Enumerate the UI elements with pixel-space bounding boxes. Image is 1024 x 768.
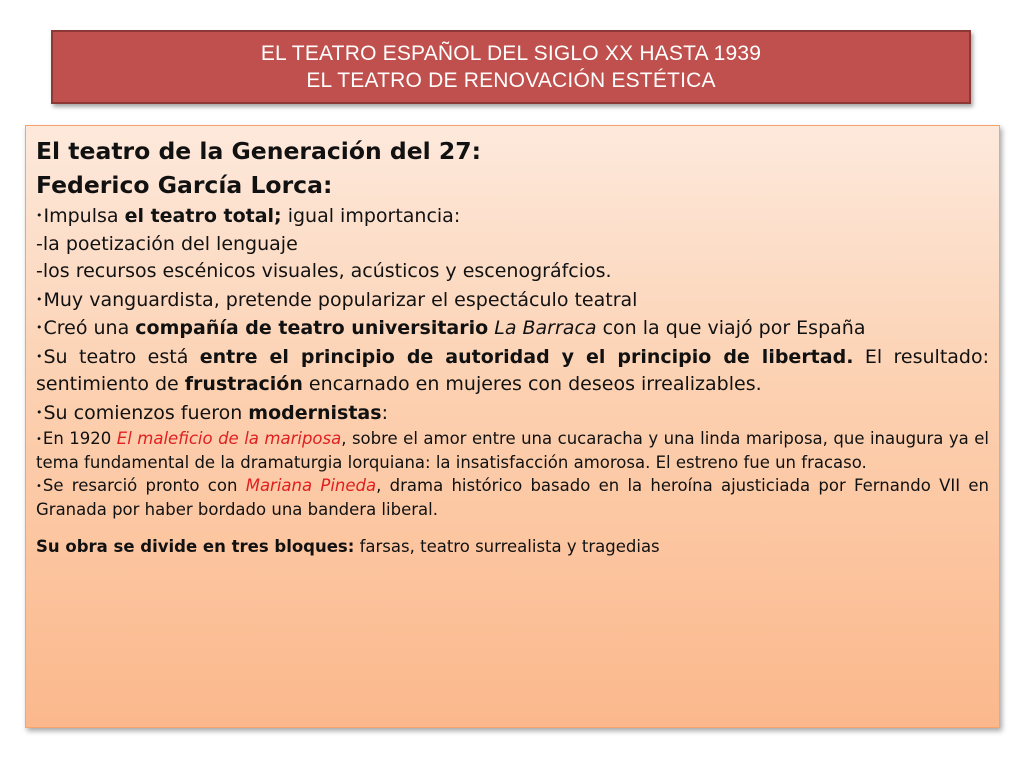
bullet-icon: • xyxy=(36,434,42,445)
bullet-item-maleficio: •En 1920 El maleficio de la mariposa, sobre el amor entre una cucaracha y una linda mariposa, que inaugura ya el tema fundamental de la dramaturgia lorquiana: la insatisfacción amorosa. El estreno fue un fracaso. xyxy=(36,429,989,472)
summary-line-tres-bloques: Su obra se divide en tres bloques: farsas, teatro surrealista y tragedias xyxy=(36,537,660,556)
bullet-icon: • xyxy=(36,209,43,222)
bullet-icon: • xyxy=(36,292,43,306)
bullet-icon: • xyxy=(36,405,43,419)
bullet-item-teatro-total: •Impulsa el teatro total; igual importancia: xyxy=(36,202,989,231)
sub-item-poetizacion: -la poetización del lenguaje xyxy=(36,232,298,255)
bullet-icon: • xyxy=(36,349,43,363)
slide-content-box xyxy=(25,125,1000,728)
bullet-icon: • xyxy=(36,481,42,492)
spacer xyxy=(36,521,989,535)
bullet-icon: • xyxy=(36,321,43,334)
slide-title-line-1: EL TEATRO ESPAÑOL DEL SIGLO XX HASTA 1939 xyxy=(260,42,762,65)
bullet-item-mariana-pineda: •Se resarció pronto con Mariana Pineda, drama histórico basado en la heroína ajusticiada por Fernando VII en Granada por haber bordado una bandera liberal. xyxy=(36,476,990,519)
bullet-item-autoridad-libertad: •Su teatro está entre el principio de autoridad y el principio de libertad. El resultado: sentimiento de frustración encarnado en mujeres con deseos irrealizables. xyxy=(36,343,989,399)
bullet-item-la-barraca: •Creó una compañía de teatro universitario La Barraca con la que viajó por España xyxy=(36,314,989,343)
slide-title-line-2: EL TEATRO DE RENOVACIÓN ESTÉTICA xyxy=(306,69,716,92)
content-heading-generation-27: El teatro de la Generación del 27: xyxy=(36,137,481,165)
content-heading-lorca: Federico García Lorca: xyxy=(36,171,333,199)
bullet-item-vanguardista: •Muy vanguardista, pretende popularizar el espectáculo teatral xyxy=(36,286,989,315)
slide-title-box xyxy=(51,30,971,104)
sub-item-recursos: -los recursos escénicos visuales, acústicos y escenográfcios. xyxy=(36,260,612,282)
bullet-item-modernistas: •Su comienzos fueron modernistas: xyxy=(36,399,989,428)
